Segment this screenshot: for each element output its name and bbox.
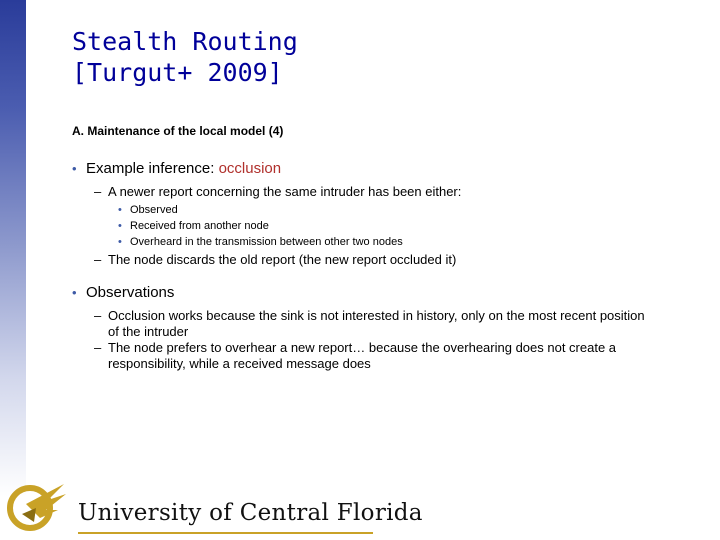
title-line-1: Stealth Routing	[72, 27, 298, 56]
slide-title	[72, 26, 298, 88]
footer-underline	[78, 532, 373, 534]
dash-icon: –	[94, 184, 102, 199]
bullet-dot-icon: •	[72, 161, 77, 176]
subsubitem	[72, 218, 672, 234]
slide-body	[72, 160, 672, 372]
bullet-dot-icon: •	[118, 236, 122, 248]
subsubitem-text: Observed	[130, 204, 178, 216]
subsubitem-text: Received from another node	[130, 220, 269, 232]
subitem	[72, 184, 672, 200]
subsubitem	[72, 202, 672, 218]
dash-icon: –	[94, 308, 102, 323]
subitem-text: A newer report concerning the same intruder has been either:	[108, 184, 462, 199]
title-line-2: [Turgut+ 2009]	[72, 58, 283, 87]
subitem	[72, 252, 672, 268]
ucf-pegasus-logo-icon	[6, 478, 68, 539]
bullet-dot-icon: •	[118, 220, 122, 232]
bullet-observations	[72, 284, 672, 302]
section-heading: A. Maintenance of the local model (4)	[72, 124, 284, 138]
left-gradient-bar	[0, 0, 26, 540]
dash-icon: –	[94, 252, 102, 267]
subitem-text: Occlusion works because the sink is not interested in history, only on the most recent position of the intruder	[108, 308, 645, 339]
dash-icon: –	[94, 340, 102, 355]
bullet-label: Observations	[86, 284, 175, 301]
bullet-example-inference	[72, 160, 672, 178]
university-name: University of Central Florida	[78, 500, 423, 526]
subitem-text: The node discards the old report (the new report occluded it)	[108, 252, 457, 267]
bullet-dot-icon: •	[72, 285, 77, 300]
subsubitem-text: Overheard in the transmission between other two nodes	[130, 236, 403, 248]
bullet-label: Example inference:	[86, 160, 219, 177]
subitem	[72, 340, 628, 372]
bullet-highlight: occlusion	[218, 160, 282, 177]
subitem-text: The node prefers to overhear a new report… because the overhearing does not create a responsibility, while a received message does	[108, 340, 617, 371]
bullet-dot-icon: •	[118, 204, 122, 216]
subsubitem	[72, 234, 672, 250]
subitem	[72, 308, 648, 340]
